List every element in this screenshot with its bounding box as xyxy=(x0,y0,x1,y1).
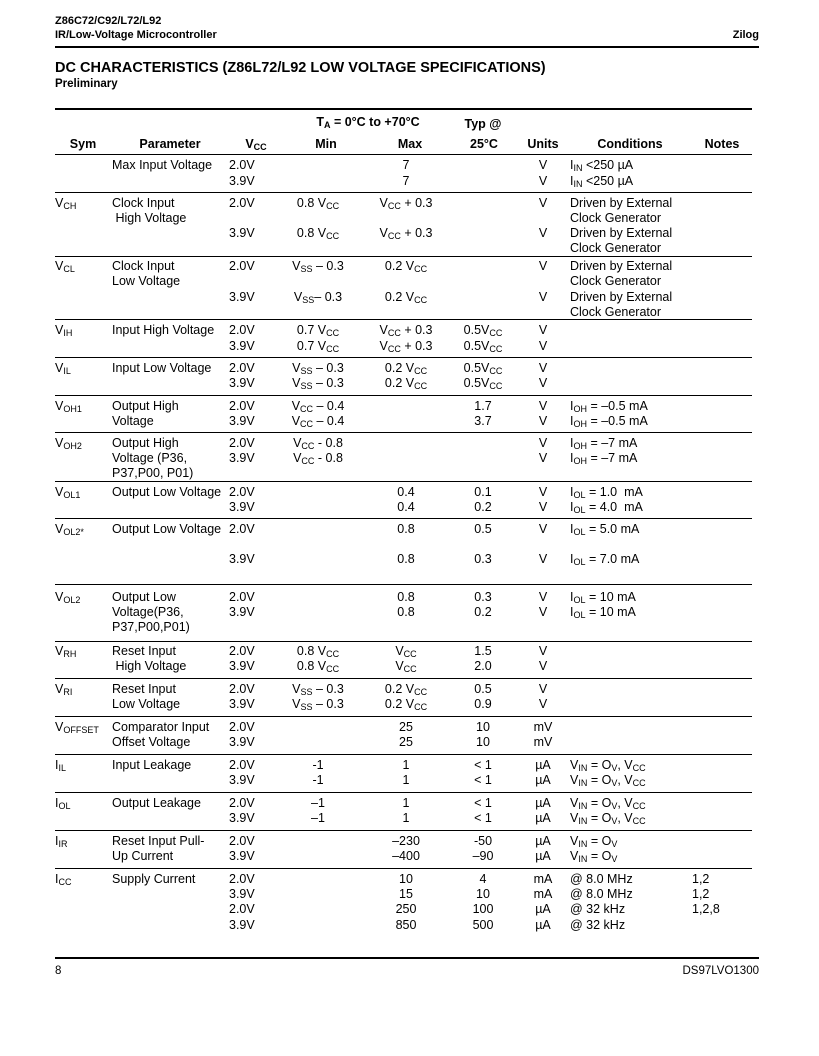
cell-par: Input Low Voltage xyxy=(112,361,212,375)
cell-unit: mA xyxy=(533,872,553,886)
cell-par: P37,P00, P01) xyxy=(112,466,194,480)
page-header xyxy=(55,14,759,42)
cell-vcc: 3.9V xyxy=(229,552,255,566)
cell-max: 1 xyxy=(402,796,410,810)
row-divider xyxy=(55,481,752,482)
row-divider xyxy=(55,678,752,679)
row-divider xyxy=(55,108,752,110)
cell-cond: $I_{OL} = 1.0$ mA xyxy=(570,485,643,500)
cell-par: Clock Input xyxy=(112,196,175,210)
cell-max: 0.8 xyxy=(397,605,415,619)
cell-cond: $I_{OH} = -7$ mA xyxy=(570,451,638,466)
cell-sym: $V_{IL}$ xyxy=(55,361,71,376)
cell-par: Offset Voltage xyxy=(112,735,191,749)
cell-max: 850 xyxy=(395,918,417,932)
cell-cond: Driven by External xyxy=(570,196,673,210)
row-divider xyxy=(55,830,752,831)
cell-par: Voltage xyxy=(112,414,154,428)
cell-min: $V_{SS} - 0.3$ xyxy=(292,361,344,376)
column-header: Max xyxy=(397,137,423,151)
cell-typ: -50 xyxy=(473,834,493,848)
row-divider xyxy=(55,256,752,257)
page-subtitle: Preliminary xyxy=(55,78,118,90)
cell-unit: V xyxy=(538,174,548,188)
cell-typ: 0.2 xyxy=(474,500,492,514)
cell-min: 0.8 $V_{CC}$ xyxy=(296,196,340,211)
cell-vcc: 2.0V xyxy=(229,522,255,536)
cell-cond: $V_{IN} = O_V$ xyxy=(570,849,618,864)
cell-cond: Driven by External xyxy=(570,259,673,273)
cell-max: $V_{CC} + 0.3$ xyxy=(379,339,433,354)
cell-unit: V xyxy=(538,590,548,604)
cell-max: 7 xyxy=(402,158,410,172)
cell-cond: $V_{IN} = O_V$, $V_{CC}$ xyxy=(570,773,646,788)
row-divider xyxy=(55,716,752,717)
cell-vcc: 3.9V xyxy=(229,887,255,901)
cell-unit: µA xyxy=(535,758,551,772)
cell-max: 250 xyxy=(395,902,417,916)
row-divider xyxy=(55,395,752,396)
cell-max: 0.2 $V_{CC}$ xyxy=(384,259,428,274)
cell-max: 0.8 xyxy=(397,552,415,566)
cell-sym: $V_{OL2*}$ xyxy=(55,522,84,537)
cell-par: P37,P00,P01) xyxy=(112,620,190,634)
cell-typ: 0.5 xyxy=(474,522,492,536)
cell-cond: Clock Generator xyxy=(570,305,662,319)
cell-cond: $I_{OL} = 7.0$ mA xyxy=(570,552,640,567)
cell-typ: 0.1 xyxy=(474,485,492,499)
column-header: Units xyxy=(527,137,559,151)
cell-max: 0.2 $V_{CC}$ xyxy=(384,361,428,376)
cell-vcc: 2.0V xyxy=(229,644,255,658)
cell-max: 0.4 xyxy=(397,485,415,499)
cell-typ: $0.5V_{CC}$ xyxy=(463,361,503,376)
cell-max: $V_{CC} + 0.3$ xyxy=(379,323,433,338)
cell-unit: V xyxy=(538,414,548,428)
cell-sym: $V_{OFFSET}$ xyxy=(55,720,99,735)
cell-unit: V xyxy=(538,682,548,696)
cell-unit: V xyxy=(538,522,548,536)
cell-typ: 500 xyxy=(472,918,494,932)
cell-par: High Voltage xyxy=(112,659,187,673)
cell-min: $V_{CC} - 0.8$ xyxy=(293,451,343,466)
cell-unit: V xyxy=(538,290,548,304)
cell-unit: V xyxy=(538,500,548,514)
cell-min: -1 xyxy=(312,773,324,787)
cell-unit: µA xyxy=(535,811,551,825)
row-divider xyxy=(55,754,752,755)
cell-min: $V_{CC} - 0.4$ xyxy=(291,399,345,414)
cell-sym: $V_{CH}$ xyxy=(55,196,77,211)
cell-typ: 10 xyxy=(476,720,490,734)
cell-typ: < 1 xyxy=(474,811,492,825)
cell-max: 0.2 $V_{CC}$ xyxy=(384,290,428,305)
cell-typ: 100 xyxy=(472,902,494,916)
cell-typ: 1.5 xyxy=(474,644,492,658)
cell-cond: $I_{OH} = -0.5$ mA xyxy=(570,399,648,414)
cell-unit: V xyxy=(538,644,548,658)
cell-typ: 0.3 xyxy=(474,590,492,604)
cell-typ: < 1 xyxy=(474,796,492,810)
cell-cond: Clock Generator xyxy=(570,211,662,225)
row-divider xyxy=(55,154,752,155)
cell-max: 0.8 xyxy=(397,590,415,604)
cell-min: -1 xyxy=(312,758,324,772)
column-header: Conditions xyxy=(597,137,663,151)
cell-vcc: 2.0V xyxy=(229,902,255,916)
cell-unit: V xyxy=(538,339,548,353)
cell-max: 0.8 xyxy=(397,522,415,536)
cell-cond: $I_{OL} = 10$ mA xyxy=(570,605,636,620)
cell-max: 7 xyxy=(402,174,410,188)
cell-vcc: 3.9V xyxy=(229,376,255,390)
cell-note: 1,2 xyxy=(692,887,710,901)
cell-min: $V_{SS} - 0.3$ xyxy=(292,376,344,391)
cell-max: $V_{CC}$ xyxy=(395,644,417,659)
cell-sym: $I_{CC}$ xyxy=(55,872,72,887)
page-title: DC CHARACTERISTICS (Z86L72/L92 LOW VOLTAGE SPECIFICATIONS) xyxy=(55,60,546,76)
cell-max: 1 xyxy=(402,758,410,772)
cell-unit: V xyxy=(538,552,548,566)
cell-min: 0.8 $V_{CC}$ xyxy=(296,226,340,241)
cell-min: $V_{SS} - 0.3$ xyxy=(292,682,344,697)
cell-vcc: 2.0V xyxy=(229,590,255,604)
cell-typ: < 1 xyxy=(474,758,492,772)
cell-min: 0.7 $V_{CC}$ xyxy=(296,339,340,354)
cell-vcc: 3.9V xyxy=(229,174,255,188)
cell-cond: Driven by External xyxy=(570,226,673,240)
cell-vcc: 2.0V xyxy=(229,720,255,734)
cell-typ: 10 xyxy=(476,735,490,749)
cell-cond: $I_{OH} = -7$ mA xyxy=(570,436,638,451)
cell-note: 1,2,8 xyxy=(692,902,720,916)
page-number: 8 xyxy=(55,965,62,977)
cell-vcc: 2.0V xyxy=(229,682,255,696)
cell-max: 25 xyxy=(399,735,413,749)
cell-cond: Clock Generator xyxy=(570,241,662,255)
cell-par: Low Voltage xyxy=(112,274,181,288)
cell-vcc: 2.0V xyxy=(229,796,255,810)
cell-unit: V xyxy=(538,485,548,499)
cell-vcc: 2.0V xyxy=(229,399,255,413)
cell-par: High Voltage xyxy=(112,211,187,225)
cell-typ: 2.0 xyxy=(474,659,492,673)
cell-par: Input Leakage xyxy=(112,758,192,772)
cell-vcc: 3.9V xyxy=(229,290,255,304)
cell-min: 0.8 $V_{CC}$ xyxy=(296,659,340,674)
cell-min: $V_{SS}-$ 0.3 xyxy=(293,290,343,305)
cell-typ: 3.7 xyxy=(474,414,492,428)
cell-max: $V_{CC} + 0.3$ xyxy=(379,226,433,241)
cell-sym: $I_{OL}$ xyxy=(55,796,71,811)
cell-max: $V_{CC} + 0.3$ xyxy=(379,196,433,211)
cell-min: $V_{CC} - 0.8$ xyxy=(293,436,343,451)
row-divider xyxy=(55,584,752,585)
cell-vcc: 3.9V xyxy=(229,339,255,353)
cell-max: 1 xyxy=(402,811,410,825)
cell-sym: $V_{CL}$ xyxy=(55,259,75,274)
cell-sym: $V_{OH2}$ xyxy=(55,436,82,451)
cell-max: –400 xyxy=(392,849,420,863)
cell-par: Comparator Input xyxy=(112,720,210,734)
cell-vcc: 2.0V xyxy=(229,758,255,772)
cell-par: Output Leakage xyxy=(112,796,201,810)
cell-vcc: 3.9V xyxy=(229,226,255,240)
cell-unit: mV xyxy=(533,720,553,734)
cell-cond: @ 8.0 MHz xyxy=(570,872,633,886)
cell-par: Low Voltage xyxy=(112,697,181,711)
cell-vcc: 2.0V xyxy=(229,361,255,375)
cell-min: $V_{SS} - 0.3$ xyxy=(292,259,344,274)
header-typ: Typ @ xyxy=(464,117,502,131)
cell-par: Input High Voltage xyxy=(112,323,215,337)
cell-min: $V_{SS} - 0.3$ xyxy=(292,697,344,712)
cell-unit: µA xyxy=(535,796,551,810)
cell-sym: $V_{OL2}$ xyxy=(55,590,81,605)
cell-vcc: 3.9V xyxy=(229,849,255,863)
document-id: DS97LVO1300 xyxy=(682,965,759,977)
cell-cond: Driven by External xyxy=(570,290,673,304)
cell-max: 0.4 xyxy=(397,500,415,514)
cell-max: 25 xyxy=(399,720,413,734)
cell-unit: µA xyxy=(535,849,551,863)
cell-max: 10 xyxy=(399,872,413,886)
cell-max: –230 xyxy=(392,834,420,848)
column-header: Sym xyxy=(69,137,97,151)
cell-typ: $0.5V_{CC}$ xyxy=(463,376,503,391)
cell-vcc: 2.0V xyxy=(229,485,255,499)
cell-unit: µA xyxy=(535,834,551,848)
cell-par: Output Low xyxy=(112,590,176,604)
cell-vcc: 3.9V xyxy=(229,605,255,619)
header-rule xyxy=(55,46,759,48)
cell-cond: $I_{OL} = 5.0$ mA xyxy=(570,522,640,537)
cell-par: Max Input Voltage xyxy=(112,158,213,172)
cell-unit: µA xyxy=(535,918,551,932)
cell-min: $V_{CC} - 0.4$ xyxy=(291,414,345,429)
header-ta-range: $T_A = 0^\circ C$ to +70°C xyxy=(316,115,420,130)
cell-typ: 0.3 xyxy=(474,552,492,566)
cell-typ: $0.5V_{CC}$ xyxy=(463,339,503,354)
cell-par: Supply Current xyxy=(112,872,196,886)
cell-min: 0.8 $V_{CC}$ xyxy=(296,644,340,659)
cell-cond: @ 8.0 MHz xyxy=(570,887,633,901)
cell-par: Reset Input xyxy=(112,644,176,658)
cell-par: Reset Input xyxy=(112,682,176,696)
cell-cond: $V_{IN} = O_V$, $V_{CC}$ xyxy=(570,811,646,826)
row-divider xyxy=(55,518,752,519)
cell-max: 0.2 $V_{CC}$ xyxy=(384,376,428,391)
cell-min: –1 xyxy=(311,811,325,825)
cell-typ: 0.5 xyxy=(474,682,492,696)
cell-vcc: 2.0V xyxy=(229,872,255,886)
cell-vcc: 2.0V xyxy=(229,323,255,337)
column-header: Min xyxy=(315,137,337,151)
cell-vcc: 2.0V xyxy=(229,259,255,273)
cell-cond: @ 32 kHz xyxy=(570,918,626,932)
cell-cond: $I_{IN} <250$ µA xyxy=(570,174,634,189)
cell-vcc: 3.9V xyxy=(229,773,255,787)
column-header: 25°C xyxy=(470,137,498,151)
cell-note: 1,2 xyxy=(692,872,710,886)
cell-vcc: 3.9V xyxy=(229,697,255,711)
cell-vcc: 2.0V xyxy=(229,436,255,450)
column-header: $V_{CC}$ xyxy=(245,137,267,152)
cell-min: 0.7 $V_{CC}$ xyxy=(296,323,340,338)
cell-sym: $V_{OL1}$ xyxy=(55,485,81,500)
cell-par: Reset Input Pull- xyxy=(112,834,205,848)
row-divider xyxy=(55,792,752,793)
cell-sym: $I_{IL}$ xyxy=(55,758,66,773)
cell-max: 1 xyxy=(402,773,410,787)
cell-unit: V xyxy=(538,376,548,390)
cell-cond: Clock Generator xyxy=(570,274,662,288)
cell-cond: $I_{IN} <250$ µA xyxy=(570,158,634,173)
cell-par: Output Low Voltage xyxy=(112,485,222,499)
cell-cond: @ 32 kHz xyxy=(570,902,626,916)
header-part-numbers: Z86C72/C92/L72/L92 xyxy=(55,15,162,27)
cell-unit: V xyxy=(538,697,548,711)
cell-unit: V xyxy=(538,158,548,172)
cell-vcc: 3.9V xyxy=(229,414,255,428)
cell-sym: $V_{IH}$ xyxy=(55,323,73,338)
column-header: Parameter xyxy=(139,137,201,151)
cell-cond: $I_{OL} = 4.0$ mA xyxy=(570,500,643,515)
cell-cond: $V_{IN} = O_V$ xyxy=(570,834,618,849)
cell-unit: V xyxy=(538,659,548,673)
header-brand: Zilog xyxy=(732,29,759,41)
cell-cond: $I_{OH} = -0.5$ mA xyxy=(570,414,648,429)
cell-par: Output High xyxy=(112,436,179,450)
header-subtitle: IR/Low-Voltage Microcontroller xyxy=(55,29,217,41)
cell-typ: $0.5V_{CC}$ xyxy=(463,323,503,338)
cell-vcc: 2.0V xyxy=(229,158,255,172)
cell-typ: 10 xyxy=(476,887,490,901)
cell-par: Output Low Voltage xyxy=(112,522,222,536)
row-divider xyxy=(55,868,752,869)
cell-max: $V_{CC}$ xyxy=(395,659,417,674)
cell-cond: $V_{IN} = O_V$, $V_{CC}$ xyxy=(570,758,646,773)
cell-unit: V xyxy=(538,361,548,375)
cell-typ: –90 xyxy=(472,849,494,863)
cell-typ: 4 xyxy=(479,872,487,886)
cell-vcc: 3.9V xyxy=(229,735,255,749)
cell-par: Up Current xyxy=(112,849,174,863)
row-divider xyxy=(55,641,752,642)
cell-unit: V xyxy=(538,226,548,240)
cell-typ: 0.9 xyxy=(474,697,492,711)
cell-max: 15 xyxy=(399,887,413,901)
cell-vcc: 3.9V xyxy=(229,659,255,673)
row-divider xyxy=(55,432,752,433)
cell-unit: V xyxy=(538,259,548,273)
cell-unit: V xyxy=(538,399,548,413)
cell-unit: V xyxy=(538,605,548,619)
row-divider xyxy=(55,192,752,193)
cell-unit: V xyxy=(538,436,548,450)
cell-vcc: 3.9V xyxy=(229,451,255,465)
cell-vcc: 2.0V xyxy=(229,196,255,210)
cell-typ: 0.2 xyxy=(474,605,492,619)
cell-unit: V xyxy=(538,323,548,337)
cell-cond: $I_{OL} = 10$ mA xyxy=(570,590,636,605)
cell-vcc: 3.9V xyxy=(229,918,255,932)
cell-sym: $V_{RI}$ xyxy=(55,682,73,697)
cell-vcc: 3.9V xyxy=(229,500,255,514)
cell-par: Voltage(P36, xyxy=(112,605,184,619)
cell-vcc: 3.9V xyxy=(229,811,255,825)
cell-unit: µA xyxy=(535,902,551,916)
cell-vcc: 2.0V xyxy=(229,834,255,848)
cell-unit: V xyxy=(538,196,548,210)
cell-par: Voltage (P36, xyxy=(112,451,188,465)
cell-unit: mV xyxy=(533,735,553,749)
cell-cond: $V_{IN} = O_V$, $V_{CC}$ xyxy=(570,796,646,811)
cell-sym: $I_{IR}$ xyxy=(55,834,68,849)
cell-max: 0.2 $V_{CC}$ xyxy=(384,682,428,697)
cell-max: 0.2 $V_{CC}$ xyxy=(384,697,428,712)
cell-unit: V xyxy=(538,451,548,465)
cell-typ: < 1 xyxy=(474,773,492,787)
row-divider xyxy=(55,357,752,358)
cell-unit: µA xyxy=(535,773,551,787)
cell-min: –1 xyxy=(311,796,325,810)
cell-typ: 1.7 xyxy=(474,399,492,413)
cell-par: Clock Input xyxy=(112,259,175,273)
footer-rule xyxy=(55,957,759,959)
cell-sym: $V_{OH1}$ xyxy=(55,399,82,414)
column-header: Notes xyxy=(704,137,740,151)
cell-unit: mA xyxy=(533,887,553,901)
cell-sym: $V_{RH}$ xyxy=(55,644,77,659)
cell-par: Output High xyxy=(112,399,179,413)
